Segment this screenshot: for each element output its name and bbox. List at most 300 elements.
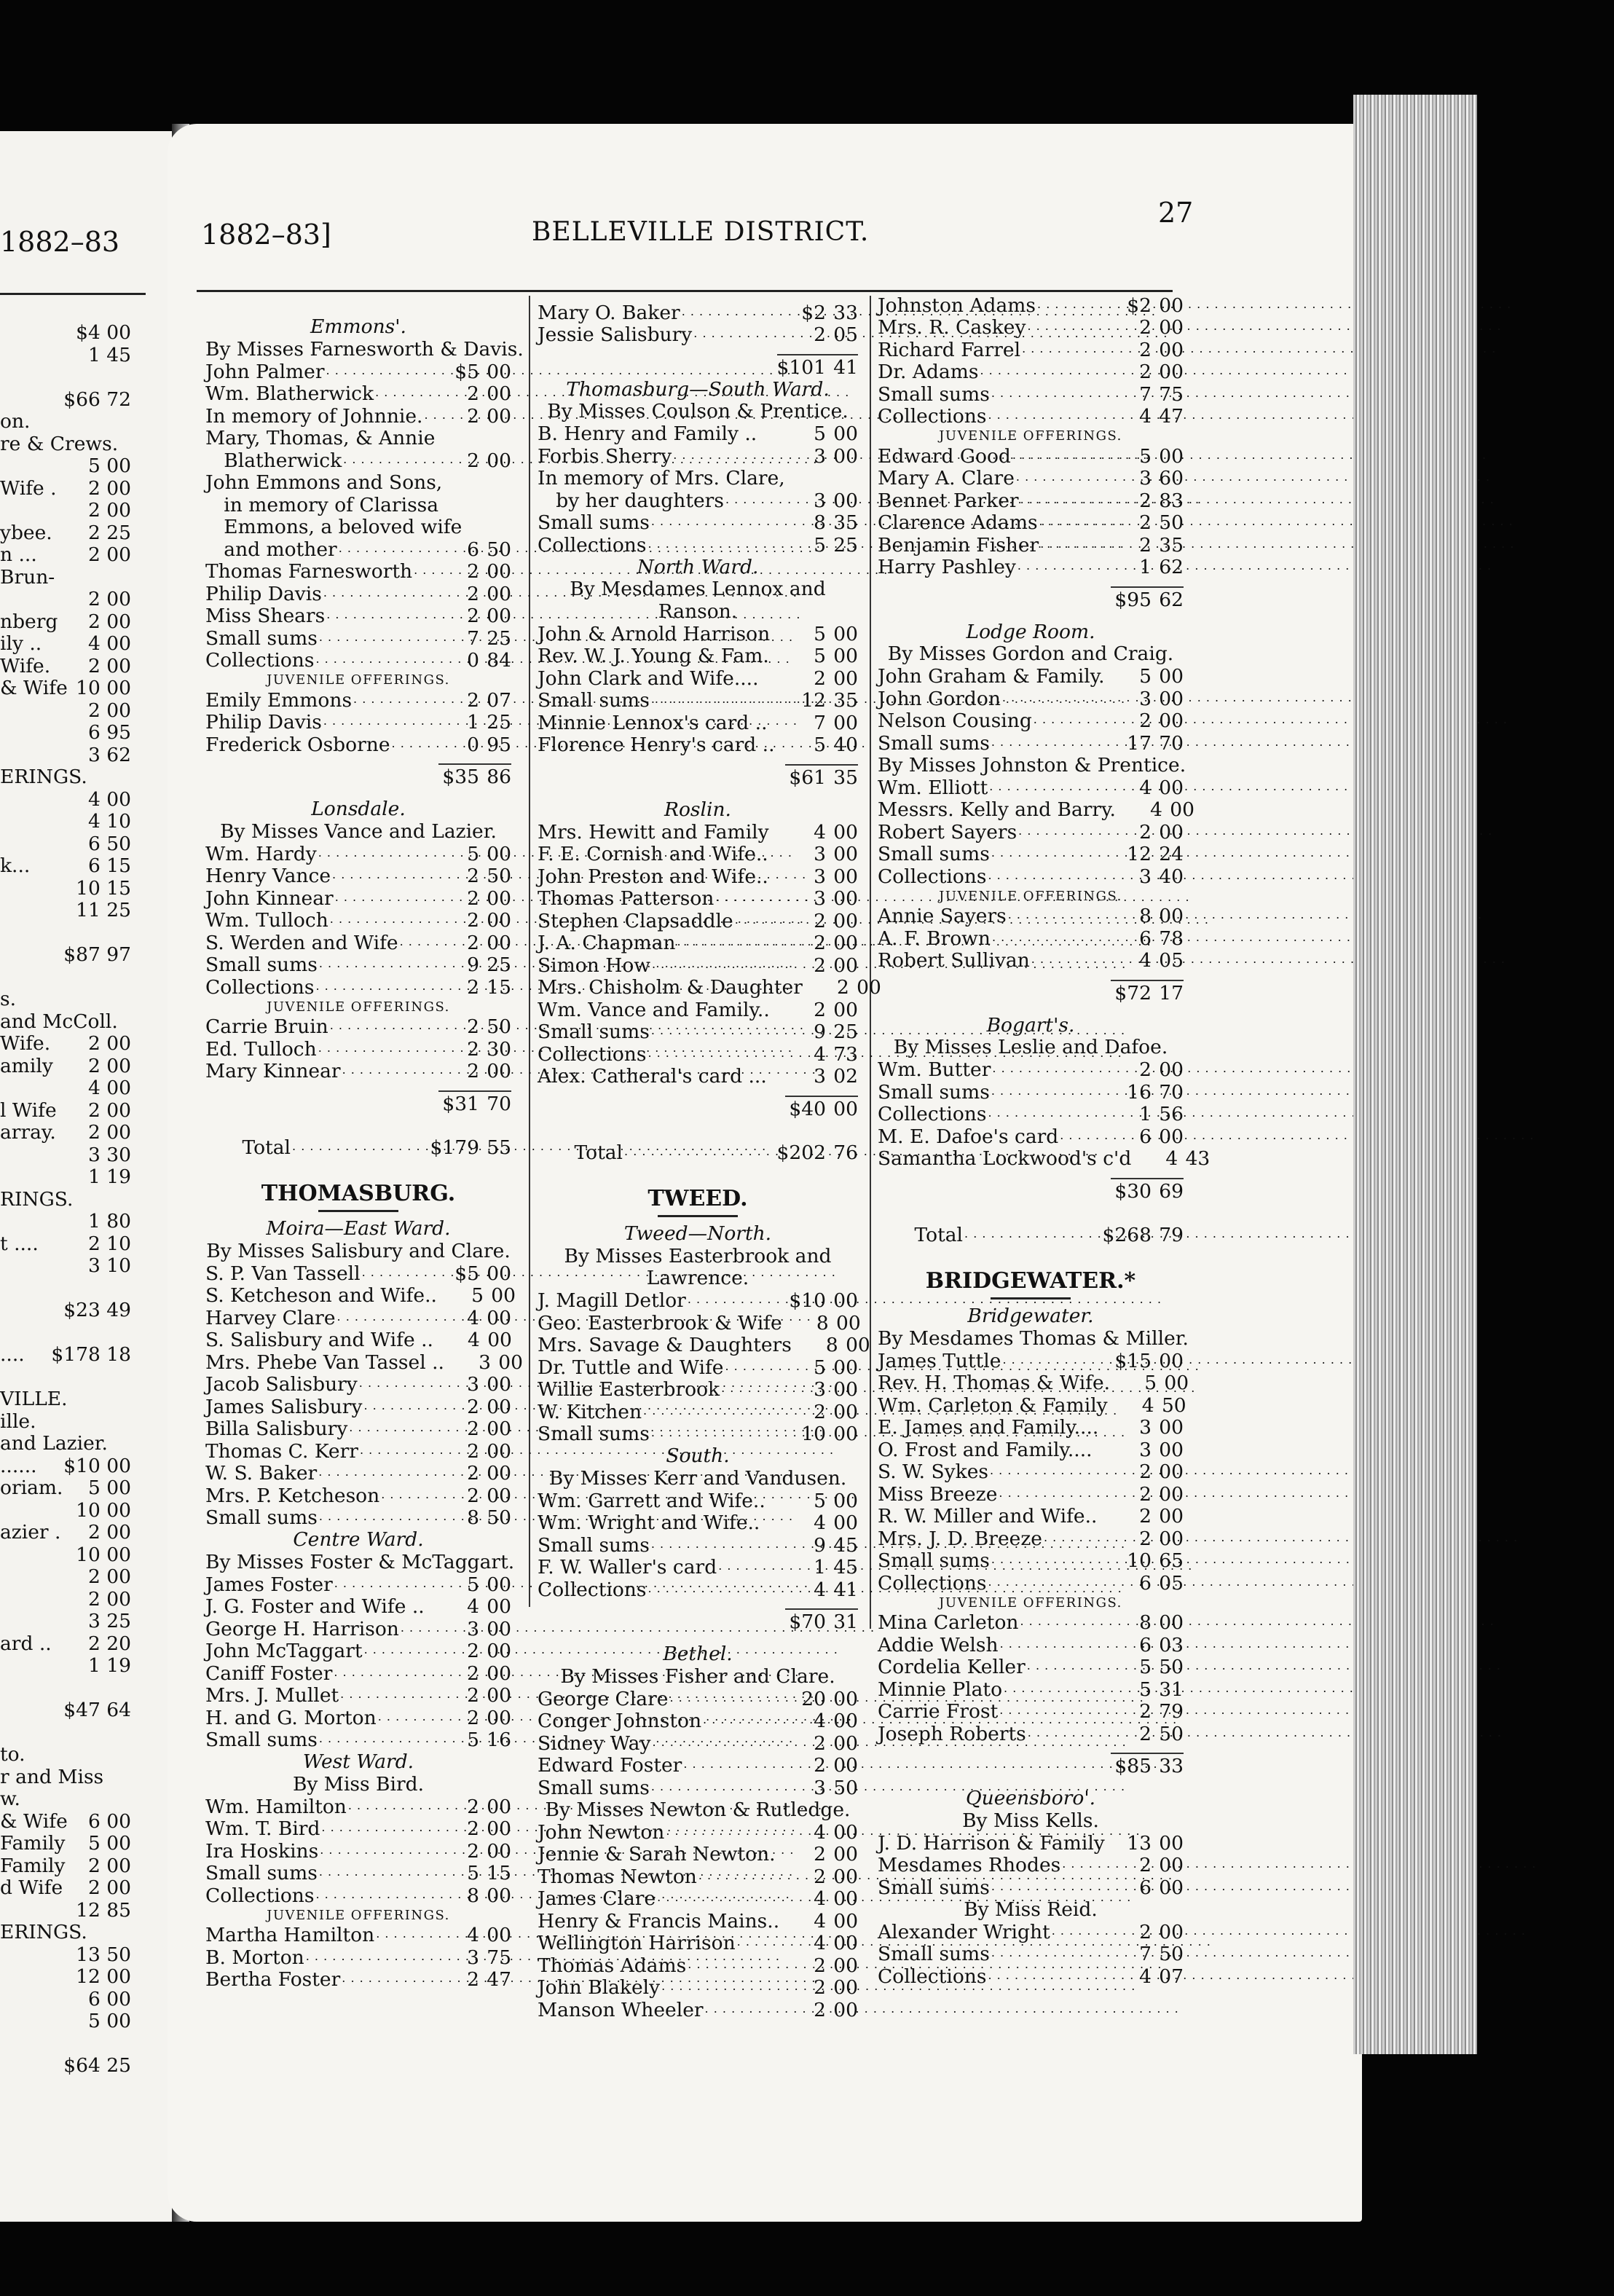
left-row-text: Family — [0, 1854, 66, 1877]
left-page-row — [0, 1011, 131, 1034]
section-rule — [658, 1215, 738, 1217]
donor-name: Carrie Frost — [878, 1700, 999, 1723]
donor-name: S. W. Sykes — [878, 1460, 988, 1483]
amount-cents: 00 — [487, 449, 511, 472]
donor-row — [878, 732, 1184, 755]
donor-name: Small sums — [538, 689, 650, 712]
donor-row — [538, 423, 858, 446]
amount-cents: 25 — [487, 711, 511, 734]
left-page-row — [0, 1855, 131, 1878]
collectors-line: By Misses Newton & Rutledge. — [545, 1798, 851, 1821]
donor-row — [205, 583, 511, 605]
donor-row — [878, 534, 1184, 557]
collectors-line: By Misses Foster & McTaggart. — [205, 1550, 515, 1573]
donor-name: Emily Emmons — [205, 688, 353, 712]
leader-dots — [390, 734, 438, 756]
amount-cents: 00 — [833, 1356, 858, 1379]
left-row-text: ...... — [0, 1454, 37, 1477]
leader-dots — [720, 1379, 785, 1401]
donor-row — [205, 734, 511, 756]
leader-dots — [1038, 512, 1111, 534]
spacer — [538, 789, 858, 799]
left-row-amount: 6 15 — [87, 854, 131, 877]
amount-cents: 00 — [487, 931, 511, 954]
leader-dots — [1015, 468, 1111, 490]
left-page-row — [0, 1077, 131, 1100]
left-row-amount: $47 64 — [63, 1699, 131, 1721]
donor-name: Small sums — [878, 843, 990, 865]
leader-dots — [664, 1822, 785, 1844]
amount-cents: 00 — [833, 1820, 858, 1844]
donor-row — [538, 954, 858, 977]
donor-row — [878, 1104, 1184, 1126]
amount-cents: 31 — [833, 1611, 858, 1633]
donor-row — [538, 490, 858, 512]
donor-name: Sidney Way — [538, 1731, 651, 1755]
amount-cents: 00 — [1159, 709, 1184, 732]
leader-dots — [374, 383, 438, 405]
left-page-row — [0, 1300, 131, 1322]
amount-dollars: 2 — [467, 1684, 479, 1707]
donor-name: George Clare — [538, 1687, 669, 1710]
amount-cents: 00 — [487, 1884, 511, 1907]
donor-row — [205, 383, 511, 406]
donor-name: Thomas Adams — [538, 1954, 687, 1977]
amount-dollars: 2 — [467, 1418, 479, 1440]
donor-row — [205, 650, 511, 672]
donor-name: Dr. Adams — [878, 361, 979, 383]
left-row-text: .... — [0, 1343, 25, 1366]
donor-row — [878, 1224, 1184, 1247]
donor-name: Blatherwick — [205, 449, 342, 472]
amount-dollars: 2 — [467, 1037, 479, 1061]
amount-cents: 00 — [1159, 820, 1184, 844]
donor-row — [538, 1379, 858, 1401]
donor-name: James Tuttle — [878, 1349, 1001, 1372]
amount-cents: 00 — [833, 1378, 858, 1401]
donation-amount — [439, 1329, 512, 1351]
donor-row — [538, 1021, 858, 1044]
left-row-text: Family — [0, 1832, 66, 1855]
donor-row — [878, 710, 1184, 733]
amount-cents: 50 — [1159, 1656, 1184, 1678]
amount-cents: 70 — [487, 1092, 511, 1115]
donor-row — [538, 1755, 858, 1777]
amount-cents: 00 — [846, 1334, 870, 1356]
amount-dollars: 2 — [814, 1954, 826, 1977]
locality-heading: Bridgewater. — [967, 1305, 1094, 1327]
amount-dollars: 8 — [1139, 905, 1152, 927]
left-page-row — [0, 789, 131, 811]
donor-name: George H. Harrison — [205, 1617, 399, 1640]
left-page-row — [0, 455, 131, 478]
left-page-row — [0, 1166, 131, 1189]
donor-name: Collections — [878, 1103, 987, 1125]
left-row-text: d Wife — [0, 1876, 63, 1899]
left-row-amount: 2 00 — [87, 1587, 131, 1611]
donor-name: Philip Davis — [205, 582, 322, 605]
donor-row — [878, 1439, 1184, 1461]
donor-name: Small sums — [538, 1533, 650, 1557]
left-row-text: to. — [0, 1743, 25, 1766]
donor-name: Collections — [205, 649, 315, 672]
amount-dollars: 8 — [1139, 1611, 1152, 1634]
amount-dollars: 3 — [814, 865, 826, 888]
amount-cents: 00 — [1159, 361, 1184, 383]
leader-dots — [322, 712, 438, 734]
leader-dots — [650, 1733, 785, 1755]
leader-dots — [646, 1044, 785, 1066]
leader-dots — [650, 1535, 785, 1557]
donor-name: in memory of Clarissa — [205, 493, 439, 516]
leader-dots — [717, 1557, 785, 1578]
donor-row — [538, 712, 858, 734]
donor-row — [878, 406, 1184, 428]
leader-dots — [660, 1977, 785, 1999]
leader-dots — [642, 1401, 785, 1423]
donation-amount — [1111, 1506, 1184, 1528]
leader-dots — [1060, 1855, 1111, 1876]
amount-cents: 00 — [487, 1595, 511, 1618]
amount-cents: 45 — [833, 1533, 858, 1557]
left-page-row — [0, 478, 131, 500]
leader-dots — [352, 690, 438, 712]
amount-cents: 86 — [487, 766, 511, 788]
donor-row — [205, 1307, 511, 1329]
leader-dots — [692, 324, 785, 346]
left-page-row — [0, 1989, 131, 2011]
amount-cents: 55 — [487, 1136, 511, 1159]
amount-cents: 00 — [833, 909, 858, 932]
leader-dots — [325, 605, 438, 627]
amount-cents: 00 — [487, 605, 511, 627]
donor-name: Wm. Elliott — [878, 776, 988, 799]
donor-row — [205, 1262, 511, 1285]
leader-dots — [333, 1574, 438, 1596]
amount-dollars: 3 — [1139, 1416, 1152, 1439]
amount-dollars: 3 — [814, 1378, 826, 1401]
left-row-amount: 2 00 — [87, 1054, 131, 1077]
donor-name: Benjamin Fisher — [878, 533, 1039, 557]
amount-dollars: 1 — [814, 1556, 826, 1578]
amount-cents: 00 — [487, 909, 511, 932]
spacer — [205, 1159, 511, 1181]
amount-cents: 00 — [1159, 1058, 1184, 1081]
spacer — [538, 1164, 858, 1186]
amount-cents: 00 — [833, 422, 858, 445]
amount-dollars: 4 — [814, 1820, 826, 1844]
leader-dots — [650, 955, 785, 977]
spacer — [878, 1246, 1184, 1268]
amount-dollars: $72 — [1114, 981, 1152, 1004]
subtotal-row — [205, 1093, 511, 1115]
donor-row — [205, 1840, 511, 1863]
donor-name: John Graham & Family. — [878, 665, 1105, 688]
leader-dots — [1026, 317, 1111, 339]
donor-row — [538, 1334, 870, 1357]
left-page-row — [0, 1589, 131, 1611]
donor-row — [878, 844, 1184, 866]
donor-name: Small sums — [205, 1729, 318, 1751]
amount-dollars: 1 — [467, 711, 479, 734]
leader-dots — [714, 888, 785, 910]
donor-name: John Kinnear — [205, 886, 334, 910]
juvenile-offerings-label: JUVENILE OFFERINGS. — [267, 999, 450, 1015]
subtotal-row — [878, 1180, 1184, 1203]
left-row-text: ERINGS. — [0, 766, 87, 788]
leader-dots — [304, 1947, 438, 1969]
amount-dollars: 2 — [1139, 709, 1152, 732]
donation-amount — [785, 645, 858, 667]
left-page-row — [0, 1144, 131, 1167]
donation-amount — [785, 423, 858, 445]
donor-name: Mrs. Savage & Daughters — [538, 1334, 792, 1356]
amount-dollars: 4 — [1139, 1965, 1152, 1988]
subtotal-amount — [785, 764, 858, 789]
amount-cents: 43 — [1185, 1147, 1210, 1170]
donor-name: W. S. Baker — [205, 1462, 318, 1485]
amount-cents: 00 — [487, 1706, 511, 1729]
amount-dollars: 5 — [814, 622, 826, 645]
leader-dots — [331, 865, 438, 887]
amount-dollars: 2 — [1139, 1854, 1152, 1876]
donor-name: S. Ketcheson and Wife.. — [205, 1284, 437, 1307]
donor-name: Thomas Patterson — [538, 887, 715, 910]
leader-dots — [686, 1955, 785, 1977]
donor-name: Billa Salisbury — [205, 1418, 348, 1440]
donor-name: Carrie Bruin — [205, 1015, 328, 1038]
donation-amount — [450, 1352, 523, 1374]
amount-cents: 33 — [833, 301, 858, 324]
left-page-row — [0, 522, 131, 545]
donor-name: Collections — [205, 1884, 315, 1907]
donor-row — [538, 1142, 858, 1165]
left-row-amount: 6 95 — [87, 721, 131, 744]
amount-dollars: 4 — [468, 1329, 480, 1351]
amount-cents: 75 — [487, 1946, 511, 1969]
page-year: 1882–83] — [201, 219, 331, 251]
donor-name: O. Frost and Family.... — [878, 1438, 1093, 1461]
amount-cents: 00 — [487, 560, 511, 583]
donor-row — [538, 1732, 858, 1755]
amount-cents: 00 — [833, 1423, 858, 1445]
leader-dots — [986, 406, 1111, 428]
donor-row — [205, 932, 511, 954]
donor-name: Total — [205, 1136, 291, 1159]
left-page-row — [0, 988, 131, 1011]
left-row-text: amily — [0, 1054, 53, 1077]
subtotal-row — [538, 356, 858, 379]
donor-name: Small sums — [538, 1423, 650, 1445]
donor-row — [538, 324, 858, 347]
donor-name: Small sums — [205, 626, 318, 650]
donor-name: Small sums — [205, 1506, 318, 1529]
donation-amount — [1122, 799, 1194, 821]
donor-name: Wm. Blatherwick — [205, 382, 374, 405]
amount-cents: 00 — [487, 582, 511, 605]
left-page-row — [0, 766, 131, 789]
donor-name: Mary O. Baker — [538, 301, 680, 324]
left-header-rule — [0, 293, 146, 295]
amount-cents: 00 — [833, 865, 858, 888]
amount-cents: 00 — [833, 843, 858, 865]
amount-cents: 00 — [833, 1843, 858, 1866]
donor-row — [205, 428, 511, 450]
donor-name: Total — [538, 1141, 623, 1164]
amount-dollars: 2 — [467, 1968, 479, 1991]
amount-cents: 00 — [833, 1998, 858, 2021]
amount-cents: 17 — [1159, 981, 1184, 1004]
section-rule — [991, 1297, 1071, 1300]
amount-dollars: 5 — [467, 1729, 479, 1751]
amount-dollars: 2 — [467, 1817, 479, 1840]
donor-row — [878, 294, 1184, 317]
leader-dots — [990, 1943, 1111, 1965]
amount-dollars: 2 — [814, 1400, 826, 1423]
donor-row — [205, 1137, 511, 1160]
spacer — [205, 1115, 511, 1137]
donor-row — [878, 1059, 1184, 1082]
amount-cents: 00 — [833, 1909, 859, 1933]
donor-name: Total — [878, 1224, 964, 1246]
amount-dollars: 4 — [814, 1511, 826, 1534]
left-row-amount: 13 50 — [76, 1943, 131, 1966]
amount-cents: 00 — [487, 1617, 511, 1640]
amount-cents: 00 — [833, 1687, 858, 1710]
amount-dollars: 3 — [814, 444, 826, 468]
amount-dollars: $85 — [1114, 1755, 1152, 1777]
donor-row — [205, 1418, 511, 1441]
left-row-text: ille. — [0, 1410, 36, 1433]
leader-dots — [650, 1021, 785, 1043]
leader-dots — [1058, 1126, 1111, 1148]
donor-name: Florence Henry's card .. — [538, 734, 775, 756]
amount-dollars: 2 — [1139, 1700, 1152, 1723]
amount-cents: 00 — [833, 1954, 858, 1977]
donor-name: Small sums — [538, 1021, 650, 1043]
amount-cents: 41 — [833, 1578, 858, 1601]
left-page-row — [0, 677, 131, 700]
donor-row — [205, 1925, 511, 1947]
left-row-amount: 5 00 — [87, 455, 131, 477]
donation-amount — [1111, 1833, 1184, 1855]
leader-dots — [336, 1308, 438, 1329]
donor-name: B. Henry and Family .. — [538, 422, 757, 445]
donor-row — [538, 844, 858, 866]
donor-row — [205, 1463, 511, 1485]
left-page-row — [0, 2010, 131, 2033]
amount-dollars: 3 — [1139, 687, 1152, 710]
left-row-text: ybee. — [0, 521, 52, 544]
left-page-row — [0, 567, 131, 589]
left-row-text: Wife. — [0, 654, 51, 677]
left-page-row — [0, 389, 131, 412]
amount-cents: 35 — [833, 689, 858, 712]
left-row-text: r and Miss — [0, 1765, 104, 1788]
donor-row — [538, 1356, 858, 1379]
leader-dots — [332, 1663, 438, 1685]
left-page-row — [0, 1100, 131, 1123]
amount-cents: 00 — [487, 360, 511, 383]
leader-dots — [314, 977, 438, 999]
leader-dots — [318, 1507, 438, 1529]
amount-dollars: 5 — [1139, 444, 1152, 468]
amount-cents: 00 — [487, 1662, 511, 1685]
donor-name: Philip Davis — [205, 711, 322, 734]
left-row-text: Brun- — [0, 565, 55, 589]
leader-dots — [986, 866, 1111, 888]
left-row-amount: 6 50 — [87, 832, 131, 855]
donor-row — [205, 1818, 511, 1841]
amount-dollars: 6 — [467, 538, 479, 561]
donor-row — [205, 1351, 523, 1374]
leader-dots — [701, 1710, 785, 1732]
collectors-line: By Misses Vance and Lazier. — [220, 819, 497, 843]
donor-row — [205, 627, 511, 650]
donor-row — [878, 1678, 1184, 1701]
left-row-amount: 2 00 — [87, 1521, 131, 1544]
subtotal-amount — [438, 763, 511, 788]
left-row-amount: $178 18 — [51, 1343, 131, 1366]
donation-amount — [798, 1334, 870, 1356]
amount-cents: 50 — [487, 1506, 511, 1529]
left-row-amount: 1 19 — [87, 1654, 131, 1677]
amount-cents: 78 — [1159, 927, 1184, 950]
donor-name: Ed. Tulloch — [205, 1037, 317, 1061]
left-row-amount: 1 45 — [87, 343, 131, 366]
left-page-row — [0, 744, 131, 767]
donor-row — [538, 1401, 858, 1423]
amount-dollars: $268 — [1102, 1224, 1152, 1246]
amount-dollars: 2 — [467, 560, 479, 583]
donor-row — [205, 976, 511, 999]
donor-name: Johnston Adams — [878, 294, 1036, 317]
amount-cents: 65 — [1159, 1549, 1184, 1572]
donor-row — [538, 1710, 858, 1733]
amount-cents: 00 — [835, 1311, 861, 1334]
amount-dollars: 4 — [814, 1710, 826, 1732]
amount-dollars: 10 — [1127, 1549, 1152, 1572]
column-2 — [538, 301, 881, 2021]
juvenile-offerings-label: JUVENILE OFFERINGS. — [939, 428, 1122, 444]
left-page-row — [0, 1722, 131, 1745]
left-row-text: Wife . — [0, 476, 57, 500]
amount-dollars: 3 — [1139, 1438, 1152, 1461]
left-row-amount: 2 00 — [87, 1032, 131, 1055]
leader-dots — [986, 1573, 1111, 1595]
left-page-fragment — [0, 131, 172, 2222]
donor-name: Alex. Catheral's card ... — [538, 1065, 767, 1088]
donor-name: Willie Easterbrook — [538, 1378, 720, 1401]
amount-cents: 00 — [487, 1817, 511, 1840]
amount-cents: 35 — [833, 766, 858, 789]
leader-dots — [672, 446, 785, 468]
left-page-row — [0, 1122, 131, 1144]
donation-amount — [1111, 666, 1184, 688]
amount-dollars: 2 — [467, 1839, 479, 1863]
amount-dollars: $30 — [1114, 1179, 1152, 1203]
donor-row — [878, 1943, 1184, 1966]
amount-cents: 00 — [487, 1573, 511, 1596]
amount-dollars: 2 — [467, 688, 479, 712]
amount-cents: 00 — [487, 1306, 511, 1329]
left-page-row — [0, 500, 131, 522]
amount-dollars: 2 — [467, 931, 479, 954]
donor-row — [878, 317, 1184, 339]
amount-dollars: 2 — [467, 605, 479, 627]
leader-dots — [325, 361, 438, 383]
left-row-amount: 5 00 — [87, 1832, 131, 1855]
